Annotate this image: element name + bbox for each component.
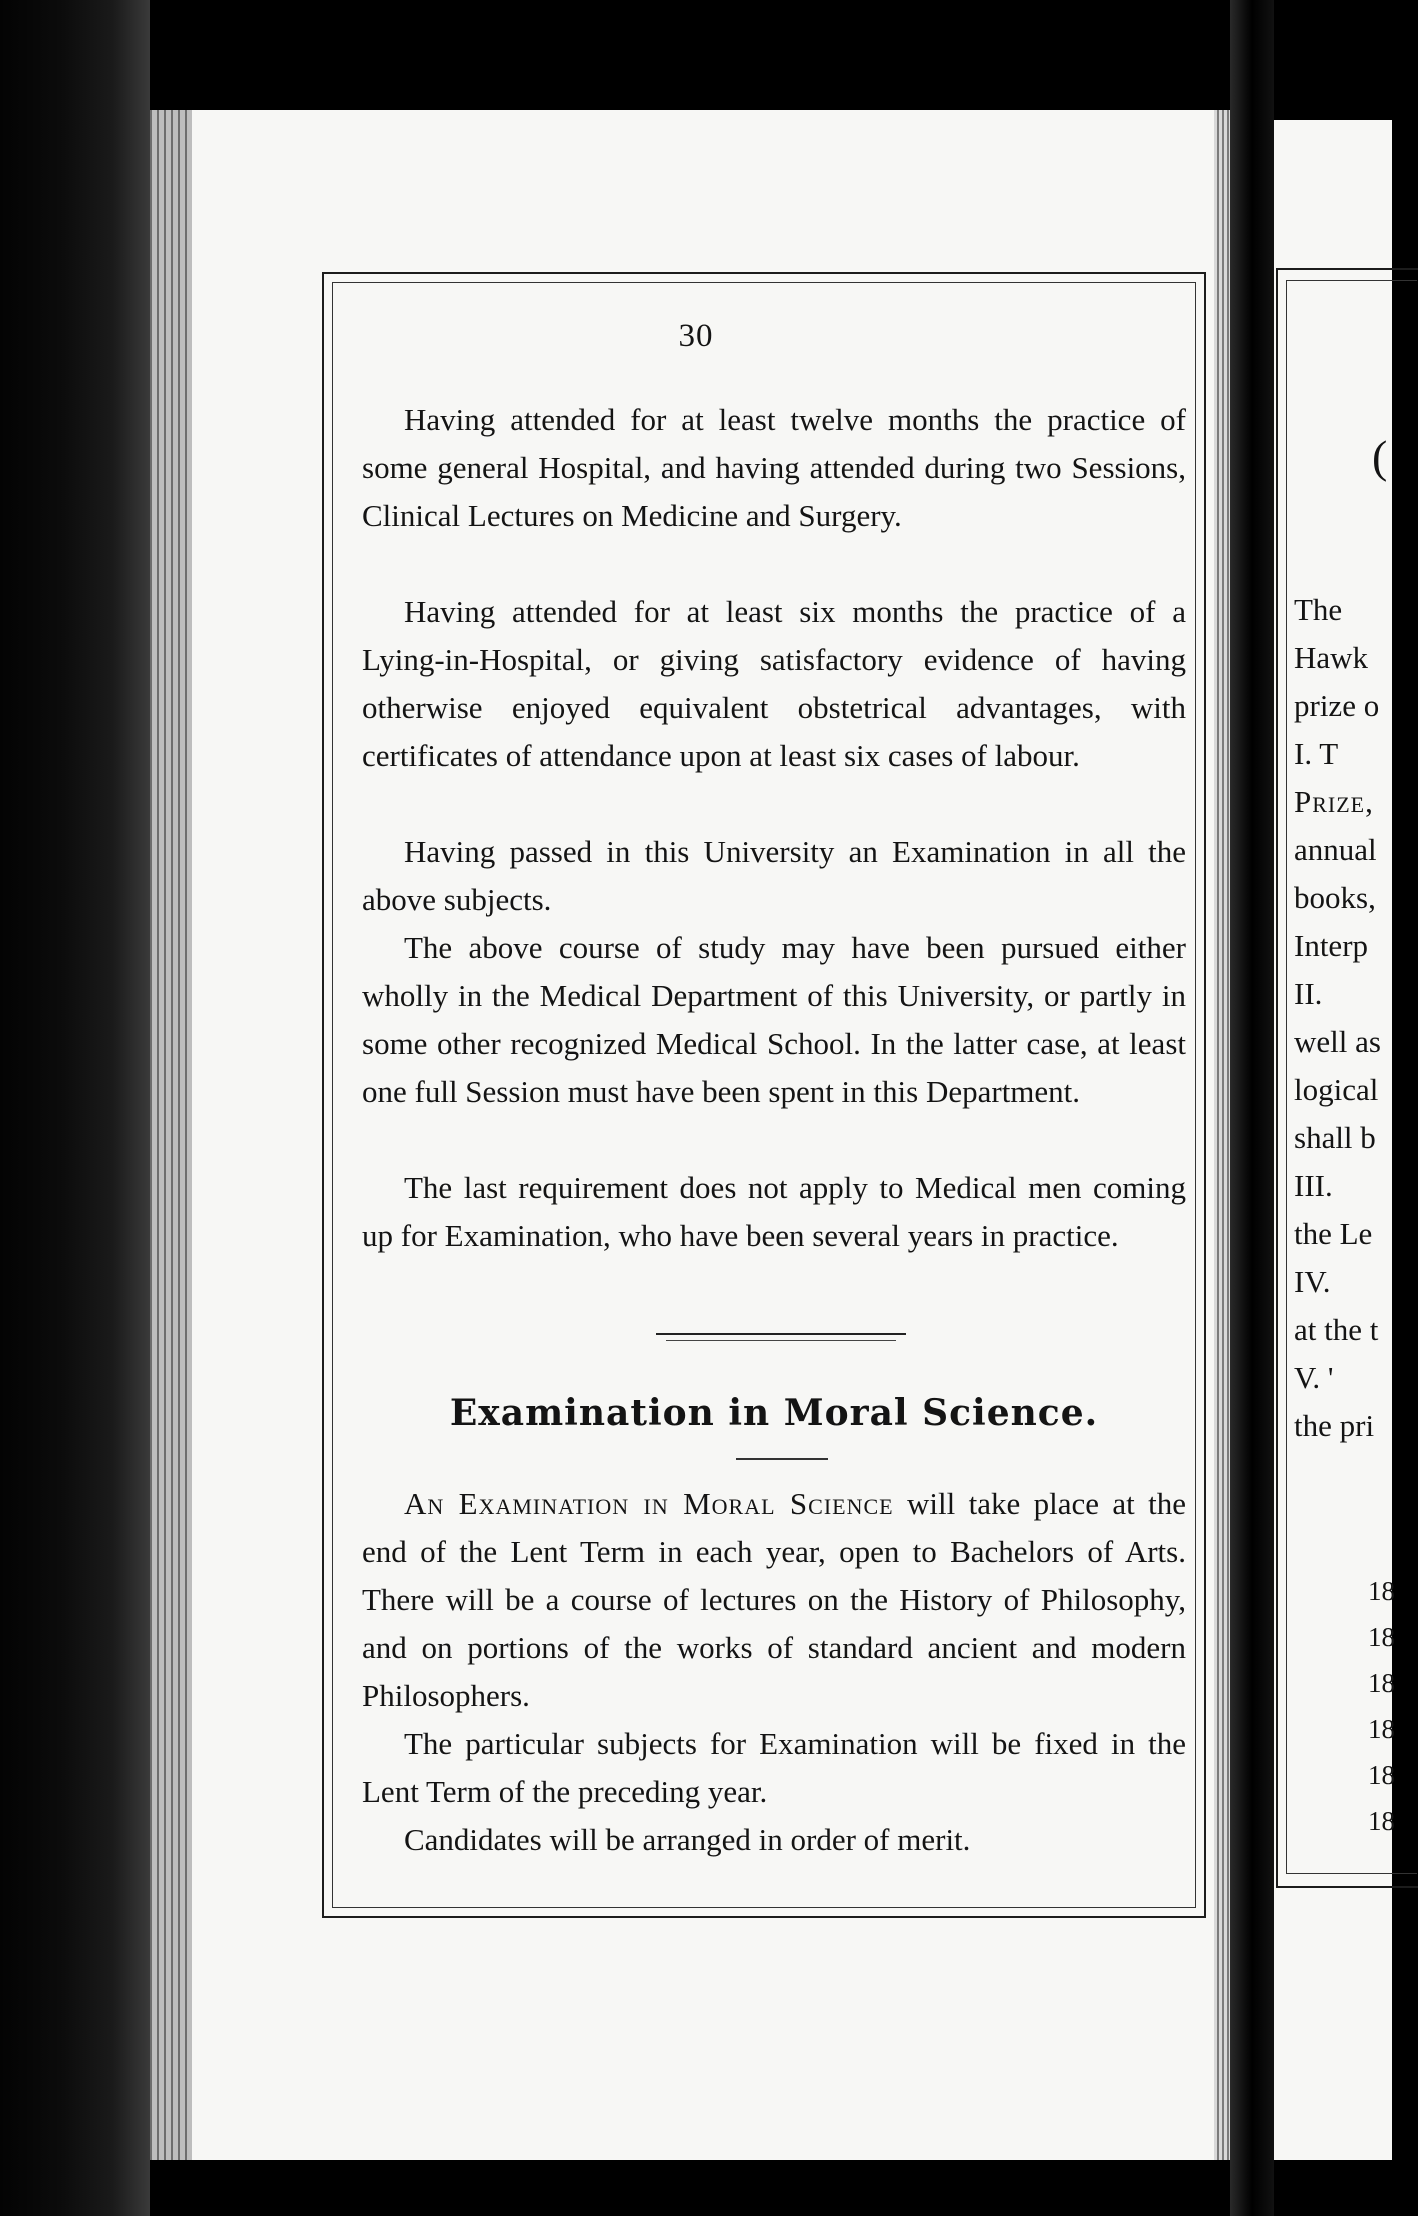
small-caps-lead: An Examination in Moral Science: [404, 1486, 894, 1521]
next-page-line: prize o: [1294, 688, 1380, 723]
next-page-year: 18: [1368, 1714, 1395, 1744]
next-page-line: shall b: [1294, 1120, 1376, 1155]
next-page-line: Hawk: [1294, 640, 1369, 675]
paragraph-university-examination: Having passed in this University an Examination in all the above subjects.: [362, 834, 1186, 917]
next-page-line: II.: [1294, 976, 1323, 1011]
paragraph-medical-men: The last requirement does not apply to Medical men coming up for Examination, who have been several years in practice.: [362, 1170, 1186, 1253]
next-page-year: 18: [1368, 1806, 1395, 1836]
next-page-line: annual: [1294, 832, 1377, 867]
intro-text: will take place at the end of the Lent Term in each year, open to Bachelors of Arts. There will be a course of lectures on the History of Philosophy, and on portions of the works of standard ancient and modern Philosophers.: [362, 1486, 1186, 1713]
next-page-line: The: [1294, 592, 1343, 627]
paragraph-lying-in-hospital: Having attended for at least six months the practice of a Lying-in-Hospital, or giving satisfactory evidence of having otherwise enjoyed equivalent obstetrical advantages, with certificates of attendance upon at least six cases of labour.: [362, 594, 1186, 773]
section-divider: [656, 1333, 906, 1335]
next-page-line: the pri: [1294, 1408, 1375, 1443]
paragraph-moral-science-intro: [362, 1480, 1186, 1720]
paragraph-hospital-practice: Having attended for at least twelve months the practice of some general Hospital, and having attended during two Sessions, Clinical Lectures on Medicine and Surgery.: [362, 402, 1186, 533]
paragraph-order-of-merit: Candidates will be arranged in order of merit.: [404, 1822, 971, 1857]
next-page-year: 18: [1368, 1622, 1395, 1652]
paragraph-subjects-fixed: The particular subjects for Examination will be fixed in the Lent Term of the preceding year.: [362, 1726, 1186, 1809]
next-page-line: logical: [1294, 1072, 1379, 1107]
next-page-year: 18: [1368, 1576, 1395, 1606]
next-page-bracket: (: [1372, 431, 1388, 482]
next-page-year: 18: [1368, 1668, 1395, 1698]
page-fold-edge: [1214, 110, 1230, 2160]
next-page-line: books,: [1294, 880, 1376, 915]
next-page-line: IV.: [1294, 1264, 1331, 1299]
next-page-line: well as: [1294, 1024, 1381, 1059]
page-number: 30: [678, 318, 714, 354]
next-page-line: the Le: [1294, 1216, 1373, 1251]
next-page-line: V. ': [1294, 1360, 1334, 1395]
next-page-year: 18: [1368, 1760, 1395, 1790]
section-heading: Examination in Moral Science.: [449, 1392, 1099, 1434]
next-page-line: Prize,: [1294, 784, 1374, 819]
next-page-line: at the t: [1294, 1312, 1379, 1347]
next-page-line: I. T: [1294, 736, 1339, 771]
page-edges: [150, 110, 192, 2160]
next-page-line: III.: [1294, 1168, 1333, 1203]
paragraph-course-of-study: The above course of study may have been pursued either wholly in the Medical Department of this University, or partly in some other recognized Medical School. In the latter case, at least one full Session must have been spent in this Department.: [362, 930, 1186, 1109]
heading-underline: [736, 1458, 828, 1460]
section-divider-thin: [666, 1340, 896, 1341]
next-page-line: Interp: [1294, 928, 1369, 963]
